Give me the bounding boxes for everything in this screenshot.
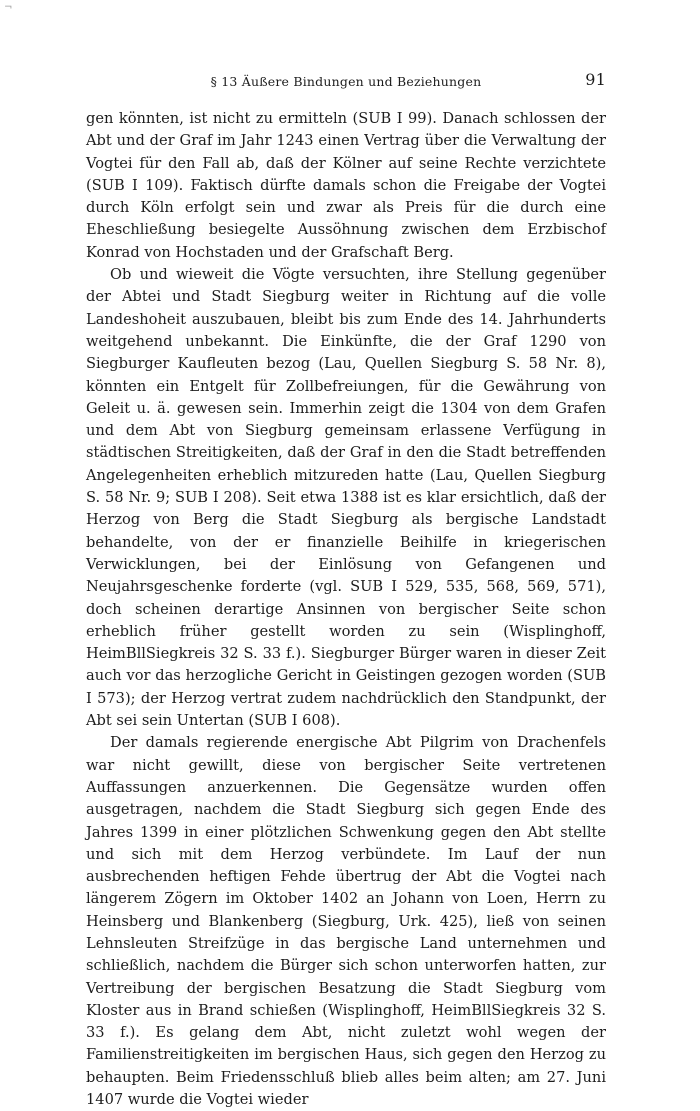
page xyxy=(86,68,606,1111)
paragraph: Der damals regierende energische Abt Pilgrim von Drachenfels war nicht gewillt, diese von bergischer Seite vertretenen Auffassungen anzuerkennen. Die Gegensätze wurden offen ausgetragen, nachdem die Stadt Siegburg sich gegen Ende des Jahres 1399 in einer plötzlichen Schwenkung gegen den Abt stellte und sich mit dem Herzog verbündete. Im Lauf der nun ausbrechenden heftigen Fehde übertrug der Abt die Vogtei nach längerem Zögern im Oktober 1402 an Johann von Loen, Herrn zu Heinsberg und Blankenberg (Siegburg, Urk. 425), ließ von seinen Lehnsleuten Streifzüge in das bergische Land unternehmen und schließlich, nachdem die Bürger sich schon unterworfen hatten, zur Vertreibung der bergischen Besatzung die Stadt Siegburg vom Kloster aus in Brand schießen (Wisplinghoff, HeimBllSiegkreis 32 S. 33 f.). Es gelang dem Abt, nicht zuletzt wohl wegen der Familienstreitigkeiten im bergischen Haus, sich gegen den Herzog zu behaupten. Beim Friedensschluß blieb alles beim alten; am 27. Juni 1407 wurde die Vogtei wieder xyxy=(86,734,606,1109)
running-head xyxy=(86,68,606,94)
running-head-title: § 13 Äußere Bindungen und Beziehungen xyxy=(210,74,482,89)
body-text xyxy=(86,108,606,1111)
page-number: 91 xyxy=(585,70,606,89)
paragraph: Ob und wieweit die Vögte versuchten, ihre Stellung gegenüber der Abtei und Stadt Siegburg weiter in Richtung auf die volle Landeshoheit auszubauen, bleibt bis zum Ende des 14. Jahrhunderts weitgehend unbekannt. Die Einkünfte, die der Graf 1290 von Siegburger Kaufleuten bezog (Lau, Quellen Siegburg S. 58 Nr. 8), könnten ein Entgelt für Zollbefreiungen, für die Gewährung von Geleit u. ä. gewesen sein. Immerhin zeigt die 1304 von dem Grafen und dem Abt von Siegburg gemeinsam erlassene Verfügung in städtischen Streitigkeiten, daß der Graf in den die Stadt betreffenden Angelegenheiten erheblich mitzureden hatte (Lau, Quellen Siegburg S. 58 Nr. 9; SUB I 208). Seit etwa 1388 ist es klar ersichtlich, daß der Herzog von Berg die Stadt Siegburg als bergische Landstadt behandelte, von der er finanzielle Beihilfe in kriegerischen Verwicklungen, bei der Einlösung von Gefangenen und Neujahrsgeschenke forderte (vgl. SUB I 529, 535, 568, 569, 571), doch scheinen derartige Ansinnen von bergischer Seite schon erheblich früher gestellt worden zu sein (Wisplinghoff, HeimBllSiegkreis 32 S. 33 f.). Siegburger Bürger waren in dieser Zeit auch vor das herzogliche Gericht in Geistingen gezogen worden (SUB I 573); der Herzog vertrat zudem nachdrücklich den Standpunkt, der Abt sei sein Untertan (SUB I 608). xyxy=(86,266,606,730)
corner-mark: ¬ xyxy=(4,2,13,13)
paragraph: gen könnten, ist nicht zu ermitteln (SUB I 99). Danach schlossen der Abt und der Graf im Jahr 1243 einen Vertrag über die Verwaltung der Vogtei für den Fall ab, daß der Kölner auf seine Rechte verzichtete (SUB I 109). Faktisch dürfte damals schon die Freigabe der Vogtei durch Köln erfolgt sein und zwar als Preis für die durch eine Eheschließung besiegelte Aussöhnung zwischen dem Erzbischof Konrad von Hochstaden und der Grafschaft Berg. xyxy=(86,110,606,261)
